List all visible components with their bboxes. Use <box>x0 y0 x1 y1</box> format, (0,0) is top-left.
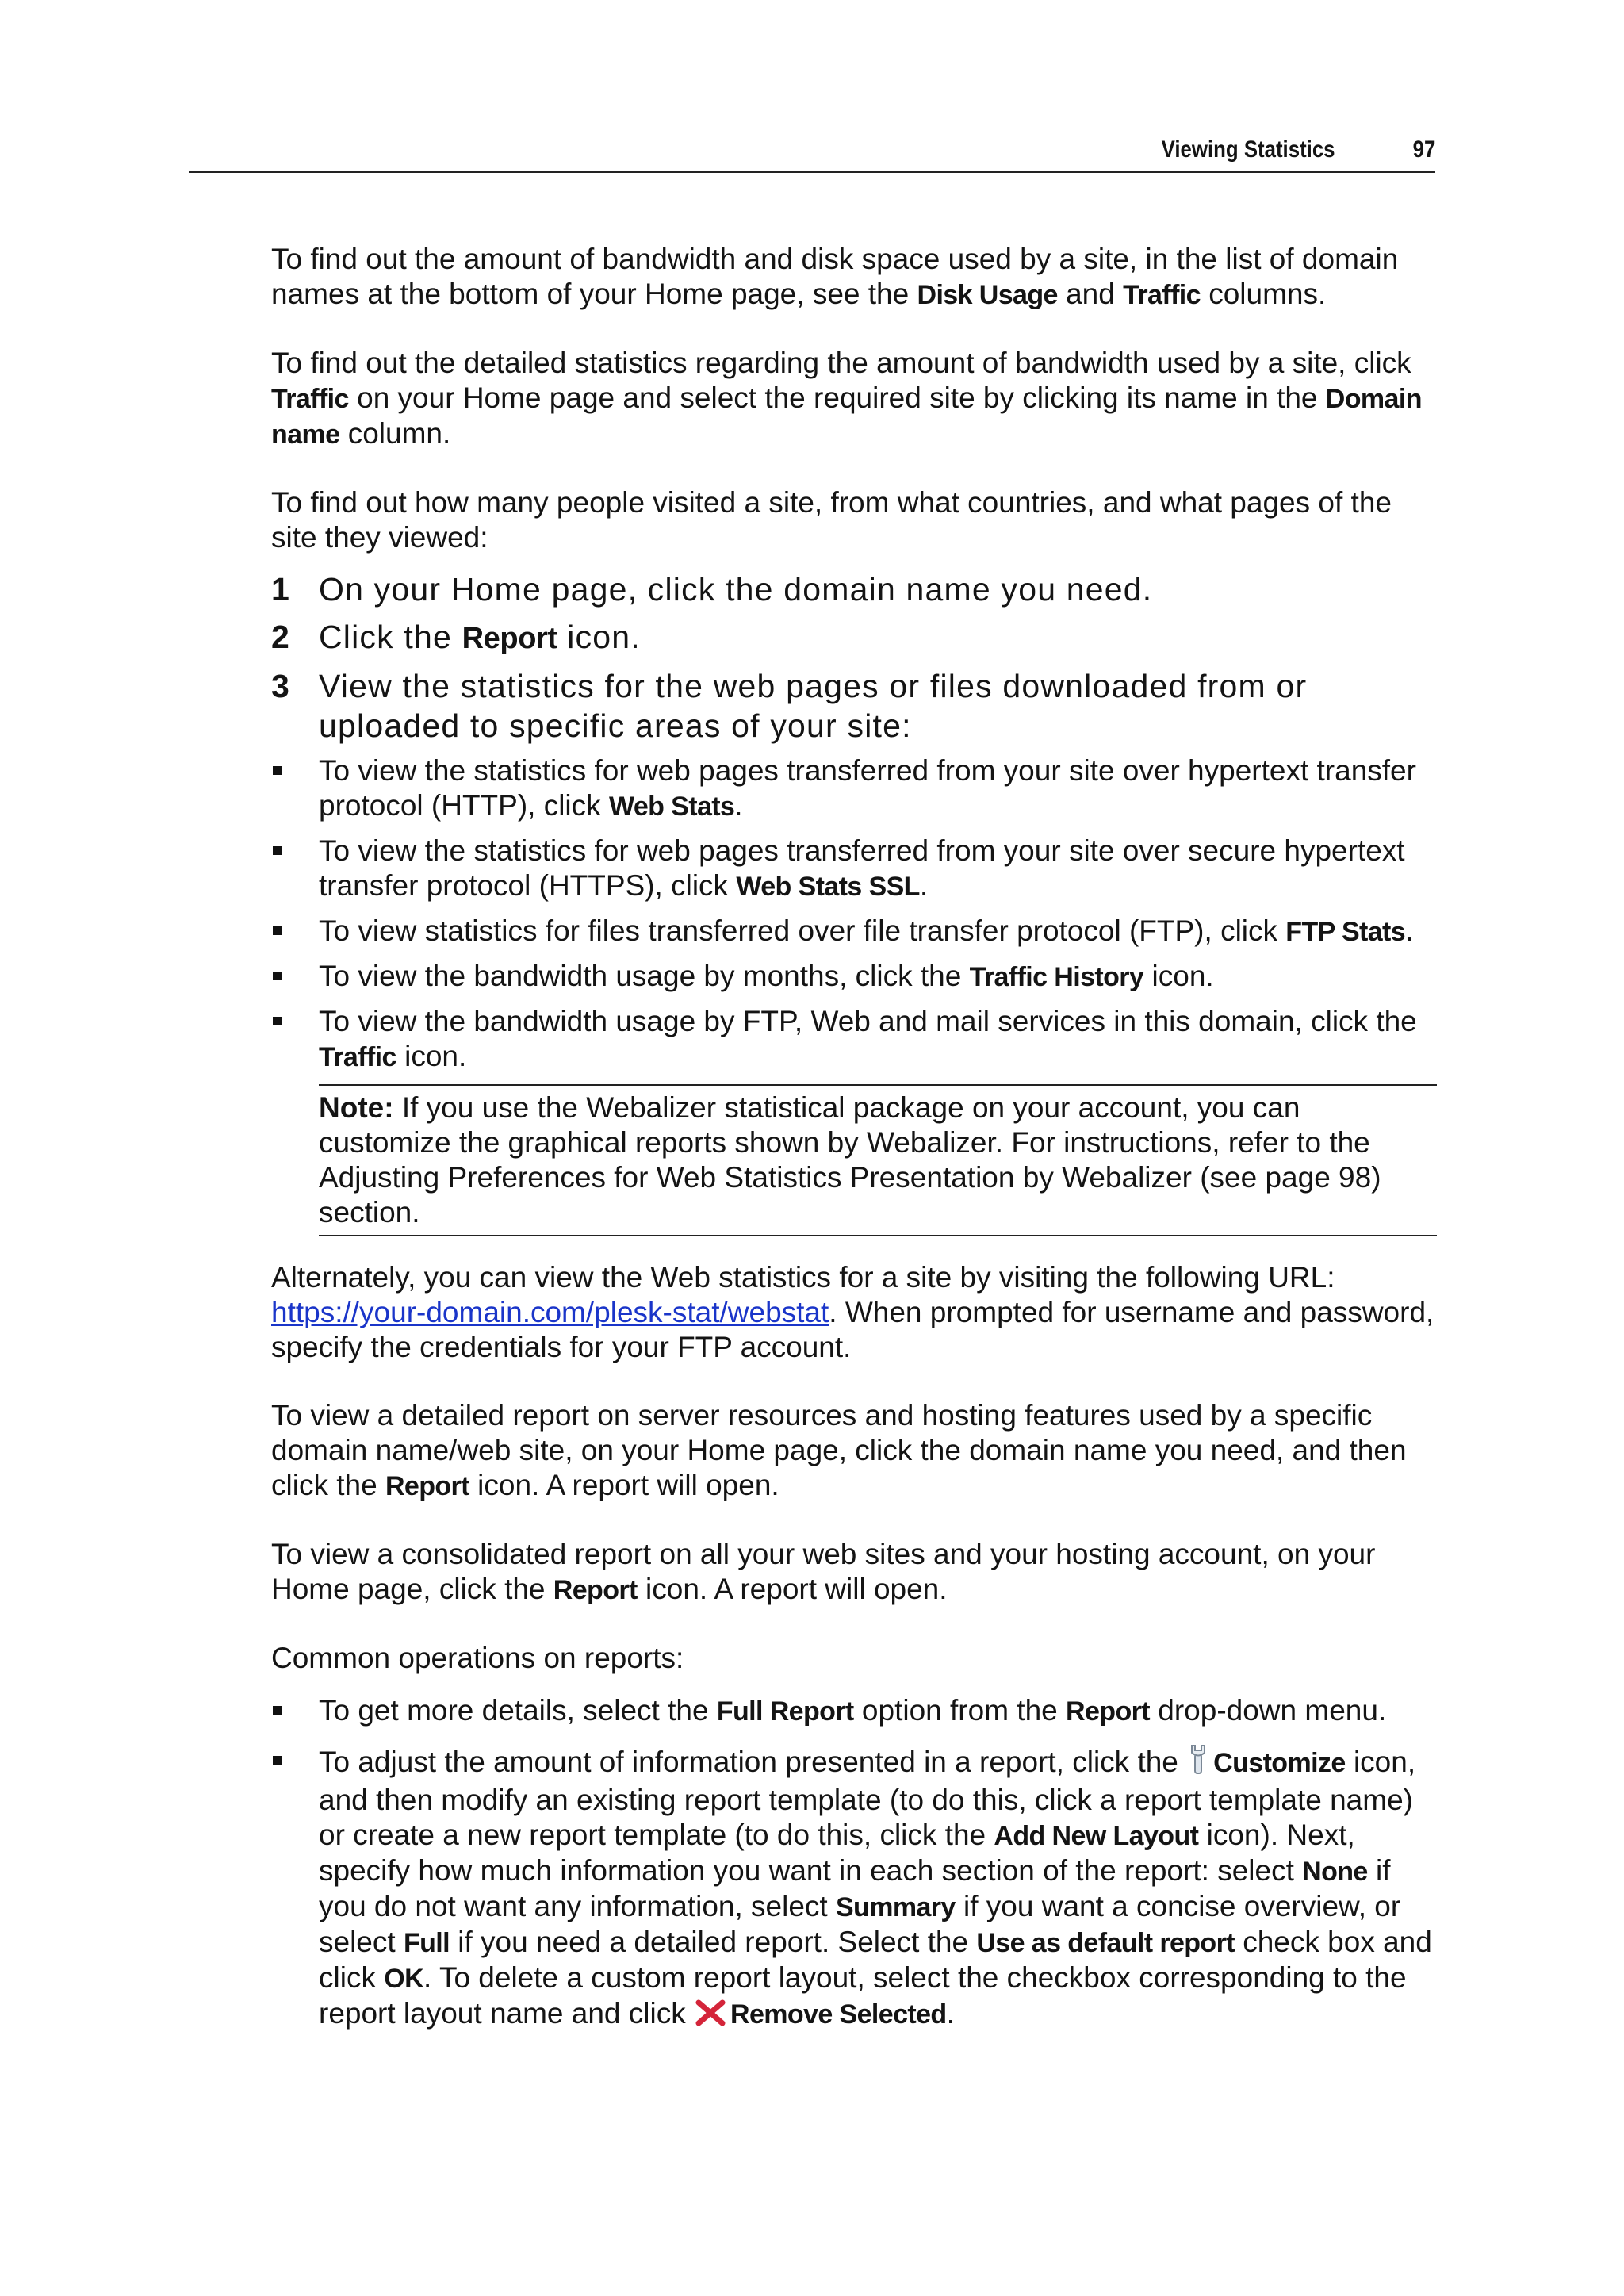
step-1 <box>271 569 1437 609</box>
text: icon, and then modify an existing report template (to do this, click a report template name) or create a new report template (to do this, click the <box>319 1746 1416 1851</box>
text: column. <box>339 417 451 450</box>
step-text: Click the <box>319 619 462 655</box>
term-ftp-stats: FTP Stats <box>1285 917 1406 947</box>
text: icon. <box>396 1040 467 1072</box>
list-item <box>271 753 1437 824</box>
text: To find out how many people visited a site, from what countries, and what pages of the site they viewed: <box>271 486 1392 554</box>
term-summary: Summary <box>835 1892 956 1922</box>
text: if you need a detailed report. Select the <box>449 1926 977 1958</box>
paragraph-common-operations <box>271 1641 1437 1676</box>
text: . <box>946 1997 955 2030</box>
term-add-new-layout: Add New Layout <box>994 1821 1199 1851</box>
text: on your Home page and select the required site by clicking its name in the <box>348 381 1326 414</box>
term-none: None <box>1302 1857 1368 1887</box>
text: To view the statistics for web pages transferred from your site over hypertext transfer protocol (HTTP), click <box>319 754 1416 822</box>
list-item <box>271 1004 1437 1075</box>
term-report: Report <box>553 1575 638 1605</box>
note-label: Note: <box>319 1091 394 1124</box>
text: To view a detailed report on server resources and hosting features used by a specific domain name/web site, on your Home page, click the domain name you need, and then click the <box>271 1399 1407 1501</box>
list-item <box>271 1743 1437 2034</box>
term-web-stats-ssl: Web Stats SSL <box>736 872 920 902</box>
customize-icon <box>1188 1743 1208 1783</box>
term-report: Report <box>462 622 557 655</box>
text: To view a consolidated report on all your web sites and your hosting account, on your Home page, click the <box>271 1538 1376 1605</box>
term-customize: Customize <box>1213 1748 1346 1778</box>
text: . To delete a custom report layout, select the checkbox corresponding to the report layout name and click <box>319 1961 1407 2030</box>
bullet-icon <box>273 1756 282 1765</box>
text: . <box>919 869 929 902</box>
step-text: View the statistics for the web pages or files downloaded from or uploaded to specific areas of your site: <box>319 668 1308 744</box>
text: To adjust the amount of information presented in a report, click the <box>319 1746 1187 1778</box>
term-traffic-history: Traffic History <box>969 962 1144 992</box>
text: if you do not want any information, select <box>319 1854 1391 1922</box>
term-full-report: Full Report <box>716 1696 854 1727</box>
main-content <box>271 242 1437 2044</box>
term-remove-selected: Remove Selected <box>730 1999 947 2030</box>
paragraph-detailed-report <box>271 1398 1437 1504</box>
term-full: Full <box>403 1928 450 1958</box>
report-operations-list <box>271 1693 1437 2034</box>
term-traffic: Traffic <box>319 1042 396 1072</box>
step-number: 1 <box>271 571 289 608</box>
step-3 <box>271 666 1437 746</box>
text: . <box>1405 914 1414 947</box>
step-text: icon. <box>557 619 641 655</box>
text: To find out the detailed statistics regarding the amount of bandwidth used by a site, click <box>271 347 1411 379</box>
term-traffic: Traffic <box>1123 280 1201 310</box>
list-item <box>271 914 1437 949</box>
text: . When prompted for username and password, specify the credentials for your FTP account. <box>271 1296 1434 1363</box>
paragraph-consolidated-report <box>271 1537 1437 1608</box>
bullet-icon <box>273 1017 282 1025</box>
text: To find out the amount of bandwidth and disk space used by a site, in the list of domain names at the bottom of your Home page, see the <box>271 243 1399 310</box>
list-item <box>271 1693 1437 1729</box>
text: To view the statistics for web pages transferred from your site over secure hypertext transfer protocol (HTTPS), click <box>319 834 1405 902</box>
remove-icon <box>695 1999 726 2034</box>
bullet-icon <box>273 766 282 775</box>
stats-bullet-list <box>271 753 1437 1075</box>
bullet-icon <box>273 972 282 980</box>
paragraph-traffic-details <box>271 346 1437 452</box>
step-2 <box>271 617 1437 658</box>
text: icon). Next, specify how much information you want in each section of the report: select <box>319 1819 1355 1887</box>
text: option from the <box>853 1694 1067 1727</box>
text: . <box>734 789 743 822</box>
text: icon. A report will open. <box>469 1469 779 1501</box>
list-item <box>271 834 1437 904</box>
text: check box and click <box>319 1926 1432 1994</box>
text: drop-down menu. <box>1150 1694 1387 1727</box>
step-text: On your Home page, click the domain name you need. <box>319 571 1153 608</box>
text: To view the bandwidth usage by months, click the <box>319 960 970 992</box>
text: Alternately, you can view the Web statistics for a site by visiting the following URL: <box>271 1261 1335 1294</box>
term-domain-name: Domain name <box>271 384 1422 450</box>
paragraph-disk-usage <box>271 242 1437 312</box>
text: To view statistics for files transferred over file transfer protocol (FTP), click <box>319 914 1286 947</box>
term-disk-usage: Disk Usage <box>917 280 1058 310</box>
text: To view the bandwidth usage by FTP, Web and mail services in this domain, click the <box>319 1005 1417 1037</box>
running-header <box>189 133 1435 173</box>
step-number: 2 <box>271 619 289 655</box>
term-web-stats: Web Stats <box>608 792 735 822</box>
text: To get more details, select the <box>319 1694 717 1727</box>
term-report: Report <box>385 1471 469 1501</box>
term-ok: OK <box>384 1964 424 1994</box>
text: and <box>1057 278 1124 310</box>
term-use-as-default-report: Use as default report <box>976 1928 1235 1958</box>
bullet-icon <box>273 926 282 935</box>
text: icon. <box>1143 960 1214 992</box>
header-section-title: Viewing Statistics <box>1162 136 1335 163</box>
page-number: 97 <box>1412 136 1435 163</box>
list-item <box>271 959 1437 995</box>
term-traffic: Traffic <box>271 384 349 414</box>
webstat-url-link[interactable]: https://your-domain.com/plesk-stat/webstat <box>271 1296 829 1328</box>
bullet-icon <box>273 1706 282 1715</box>
term-report: Report <box>1066 1696 1150 1727</box>
note-text: If you use the Webalizer statistical package on your account, you can customize the graphical reports shown by Webalizer. For instructions, refer to the Adjusting Preferences for Web Statistics Presentation by Webalizer (see page 98) section. <box>319 1091 1381 1228</box>
bullet-icon <box>273 846 282 855</box>
text: columns. <box>1200 278 1327 310</box>
text: Common operations on reports: <box>271 1642 684 1674</box>
paragraph-webstat-url <box>271 1260 1437 1365</box>
text: icon. A report will open. <box>637 1573 948 1605</box>
text: if you want a concise overview, or select <box>319 1890 1401 1958</box>
paragraph-visitors-intro <box>271 485 1437 555</box>
note-box <box>319 1084 1437 1236</box>
step-number: 3 <box>271 668 289 704</box>
